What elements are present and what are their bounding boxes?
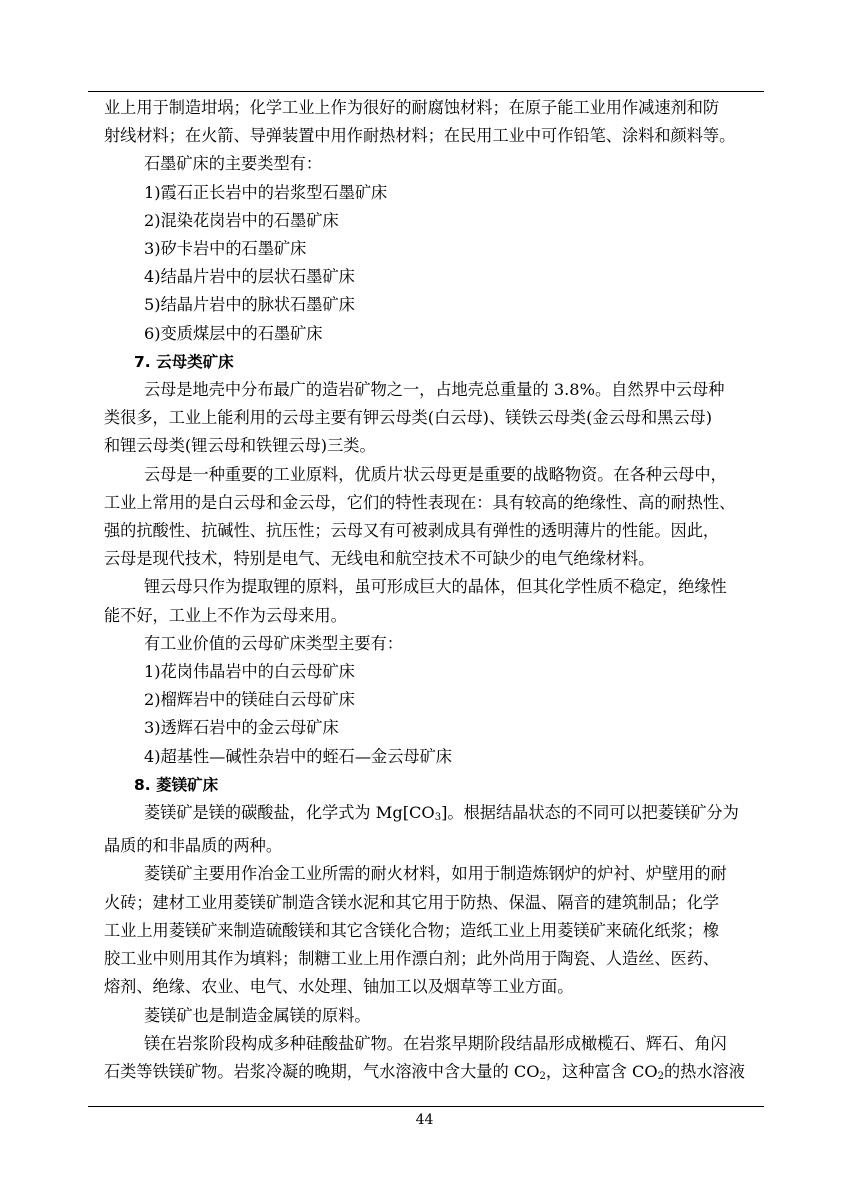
text-line: 和锂云母类(锂云母和铁锂云母)三类。	[104, 436, 376, 456]
text-span: ]。根据结晶状态的不同可以把菱镁矿分为	[441, 803, 739, 823]
list-item: 4)结晶片岩中的层状石墨矿床	[144, 267, 355, 287]
text-line: 熔剂、绝缘、农业、电气、水处理、铀加工以及烟草等工业方面。	[104, 977, 574, 997]
subscript: 2	[539, 1070, 546, 1082]
list-item: 2)混染花岗岩中的石墨矿床	[144, 210, 339, 230]
text-line: 射线材料；在火箭、导弹装置中用作耐热材料；在民用工业中可作铅笔、涂料和颜料等。	[104, 126, 736, 146]
text-line: 锂云母只作为提取锂的原料，虽可形成巨大的晶体，但其化学性质不稳定，绝缘性	[144, 577, 727, 597]
section-heading-7: 7. 云母类矿床	[134, 352, 234, 371]
text-line: 能不好，工业上不作为云母来用。	[104, 605, 347, 625]
list-item: 4)超基性—碱性杂岩中的蛭石—金云母矿床	[144, 746, 452, 766]
text-line: 工业上常用的是白云母和金云母，它们的特性表现在：具有较高的绝缘性、高的耐热性、	[104, 492, 736, 512]
text-line	[104, 1058, 764, 1091]
text-line: 类很多，工业上能利用的云母主要有钾云母类(白云母)、镁铁云母类(金云母和黑云母)	[104, 408, 713, 428]
subscript: 3	[434, 812, 442, 824]
footer-rule	[88, 1106, 764, 1107]
mica-intro: 有工业价值的云母矿床类型主要有：	[144, 633, 403, 653]
page-body	[104, 94, 764, 1091]
text-line: 晶质的和非晶质的两种。	[104, 836, 283, 856]
text-line: 火砖；建材工业用菱镁矿制造含镁水泥和其它用于防热、保温、隔音的建筑制品；化学	[104, 892, 720, 912]
graphite-intro: 石墨矿床的主要类型有：	[144, 154, 323, 174]
section-heading-8: 8. 菱镁矿床	[134, 775, 219, 794]
header-rule	[88, 91, 764, 92]
text-line: 强的抗酸性、抗碱性、抗压性；云母又有可被剥成具有弹性的透明薄片的性能。因此，	[104, 521, 720, 541]
text-line: 胶工业中则用其作为填料；制糖工业上用作漂白剂；此外尚用于陶瓷、人造丝、医药、	[104, 949, 720, 969]
text-span: 石类等铁镁矿物。岩浆冷凝的晚期，气水溶液中含大量的 CO	[104, 1061, 540, 1081]
text-line: 云母是一种重要的工业原料，优质片状云母更是重要的战略物资。在各种云母中，	[144, 464, 727, 484]
list-item: 3)矽卡岩中的石墨矿床	[144, 239, 307, 259]
list-item: 1)霞石正长岩中的岩浆型石墨矿床	[144, 182, 388, 202]
list-item: 5)结晶片岩中的脉状石墨矿床	[144, 295, 355, 315]
text-span: 菱镁矿是镁的碳酸盐，化学式为 Mg[CO	[144, 803, 435, 823]
text-line: 云母是现代技术，特别是电气、无线电和航空技术不可缺少的电气绝缘材料。	[104, 549, 655, 569]
list-item: 1)花岗伟晶岩中的白云母矿床	[144, 662, 355, 682]
list-item: 3)透辉石岩中的金云母矿床	[144, 718, 339, 738]
text-line: 镁在岩浆阶段构成多种硅酸盐矿物。在岩浆早期阶段结晶形成橄榄石、辉石、角闪	[144, 1033, 727, 1053]
subscript: 2	[657, 1070, 664, 1082]
text-span: ，这种富含 CO	[545, 1061, 658, 1081]
page-number: 44	[415, 1112, 434, 1128]
text-line: 业上用于制造坩埚；化学工业上作为很好的耐腐蚀材料；在原子能工业用作减速剂和防	[104, 98, 720, 117]
text-line: 菱镁矿也是制造金属镁的原料。	[144, 1005, 371, 1025]
text-line: 菱镁矿主要用作冶金工业所需的耐火材料，如用于制造炼钢炉的炉衬、炉壁用的耐	[144, 864, 727, 884]
list-item: 2)榴辉岩中的镁硅白云母矿床	[144, 690, 355, 710]
list-item: 6)变质煤层中的石墨矿床	[144, 323, 323, 343]
text-line: 工业上用菱镁矿来制造硫酸镁和其它含镁化合物；造纸工业上用菱镁矿来硫化纸浆；橡	[104, 920, 720, 940]
text-line: 云母是地壳中分布最广的造岩矿物之一，占地壳总重量的 3.8%。自然界中云母种	[144, 380, 725, 400]
text-span: 的热水溶液	[664, 1061, 745, 1081]
text-line	[104, 799, 764, 832]
